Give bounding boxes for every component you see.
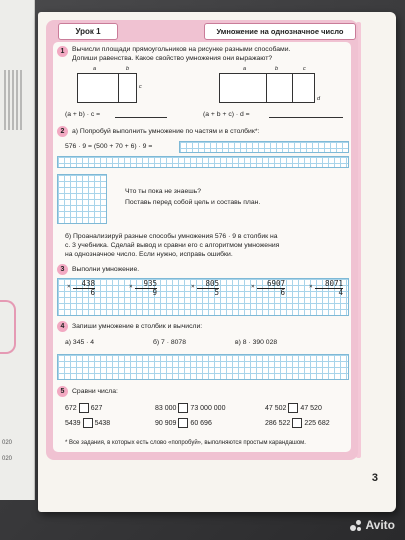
question-text: Поставь перед собой цель и составь план.: [125, 199, 261, 206]
task-item: а) 345 · 4: [65, 339, 95, 346]
multiplier: 9: [135, 288, 157, 296]
column-multiplication: [191, 279, 219, 297]
task-item: в) 8 · 390 028: [235, 339, 278, 346]
pink-tab: [0, 300, 16, 354]
rect-label: d: [317, 96, 321, 102]
multiply-sign: ×: [129, 283, 133, 290]
compare-box[interactable]: [178, 403, 188, 413]
compare-box[interactable]: [288, 403, 298, 413]
multiplier: 6: [73, 288, 95, 296]
compare-pair: [155, 418, 212, 428]
answer-grid[interactable]: [179, 141, 349, 153]
column-multiplication: [67, 279, 95, 297]
rectangle-figure: [219, 73, 315, 103]
task-item: б) 7 · 8078: [153, 339, 186, 346]
compare-number: 672: [65, 404, 77, 412]
compare-pair: [265, 403, 322, 413]
avito-logo-icon: [350, 520, 362, 532]
compare-pair: [265, 418, 330, 428]
task-number: 3: [57, 264, 68, 275]
answer-line[interactable]: [269, 117, 343, 118]
lesson-label: Урок 1: [58, 23, 118, 40]
footnote: * Все задания, в которых есть слово «попробуй», выполняются простым карандашом.: [65, 440, 306, 446]
task-text: б) Проанализируй разные способы умножения 576 · 9 в столбик на: [65, 233, 278, 240]
column-multiplication: [251, 279, 285, 297]
compare-box[interactable]: [79, 403, 89, 413]
multiplier: 5: [197, 288, 219, 296]
rect-divider: [292, 74, 293, 102]
rectangle-figure: [77, 73, 137, 103]
task-text: с. 3 учебника. Сделай вывод и сравни его с алгоритмом умножения: [65, 242, 280, 249]
multiply-sign: ×: [309, 283, 313, 290]
compare-number: 286 522: [265, 419, 291, 427]
watermark-text: Avito: [365, 518, 395, 532]
multiplicand: 8071: [324, 279, 343, 288]
compare-box[interactable]: [83, 418, 93, 428]
rect-label: a: [243, 66, 247, 72]
compare-number: 5438: [94, 419, 111, 427]
task-text: Сравни числа:: [72, 388, 118, 395]
page-title: Умножение на однозначное число: [204, 23, 356, 40]
page-frame: [46, 20, 358, 460]
compare-number: 47 520: [300, 404, 322, 412]
answer-grid[interactable]: [57, 354, 349, 380]
rect-label: b: [275, 66, 279, 72]
compare-pair: [65, 403, 102, 413]
watermark: [350, 518, 395, 532]
column-grid[interactable]: [57, 174, 107, 224]
multiplicand: 935: [143, 279, 157, 288]
column-multiplication: [309, 279, 343, 297]
multiplier: 6: [257, 288, 285, 296]
question-text: Что ты пока не знаешь?: [125, 188, 202, 195]
left-page: [0, 0, 35, 500]
year-label: 020: [2, 456, 13, 462]
task-text: Допиши равенства. Какое свойство умножения они выражают?: [72, 55, 273, 62]
spine-graphic: [4, 70, 24, 130]
multiplicand: 805: [205, 279, 219, 288]
task-text: а) Попробуй выполнить умножение по частям и в столбик*:: [72, 128, 260, 135]
compare-pair: [65, 418, 110, 428]
multiplier: 4: [315, 288, 343, 296]
compare-number: 83 000: [155, 404, 177, 412]
compare-number: 5439: [65, 419, 81, 427]
compare-number: 73 000 000: [190, 404, 226, 412]
task-text: Запиши умножение в столбик и вычисли:: [72, 323, 203, 330]
answer-line[interactable]: [115, 117, 167, 118]
compare-box[interactable]: [178, 418, 188, 428]
equation: (a + b + c) · d =: [203, 111, 250, 118]
task-text: Вычисли площади прямоугольников на рисунке разными способами.: [72, 46, 291, 53]
rect-divider: [118, 74, 119, 102]
compare-number: 225 682: [304, 419, 330, 427]
task-number: 1: [57, 46, 68, 57]
compare-pair: [155, 403, 225, 413]
page-number: 3: [371, 472, 378, 484]
rect-label: c: [139, 84, 142, 90]
workbook-page: [38, 12, 396, 512]
multiplicand: 438: [81, 279, 95, 288]
multiply-sign: ×: [191, 283, 195, 290]
task-text: на однозначное число. Если нужно, исправь ошибки.: [65, 251, 233, 258]
multiply-sign: ×: [67, 283, 71, 290]
rect-divider: [266, 74, 267, 102]
expression: 576 · 9 = (500 + 70 + 6) · 9 =: [65, 143, 153, 150]
task-number: 5: [57, 386, 68, 397]
task-number: 4: [57, 321, 68, 332]
rect-label: a: [93, 66, 97, 72]
compare-number: 47 502: [265, 404, 287, 412]
compare-box[interactable]: [292, 418, 302, 428]
year-label: 020: [2, 440, 13, 446]
multiply-sign: ×: [251, 283, 255, 290]
rect-label: c: [303, 66, 306, 72]
equation: (a + b) · c =: [65, 111, 101, 118]
multiplicand: 6907: [266, 279, 285, 288]
answer-grid[interactable]: [57, 156, 349, 168]
compare-number: 90 909: [155, 419, 177, 427]
task-number: 2: [57, 126, 68, 137]
task-text: Выполни умножение.: [72, 266, 140, 273]
content-area: [53, 42, 351, 452]
rect-label: b: [126, 66, 130, 72]
column-multiplication: [129, 279, 157, 297]
compare-number: 627: [90, 404, 103, 412]
compare-number: 60 696: [190, 419, 212, 427]
